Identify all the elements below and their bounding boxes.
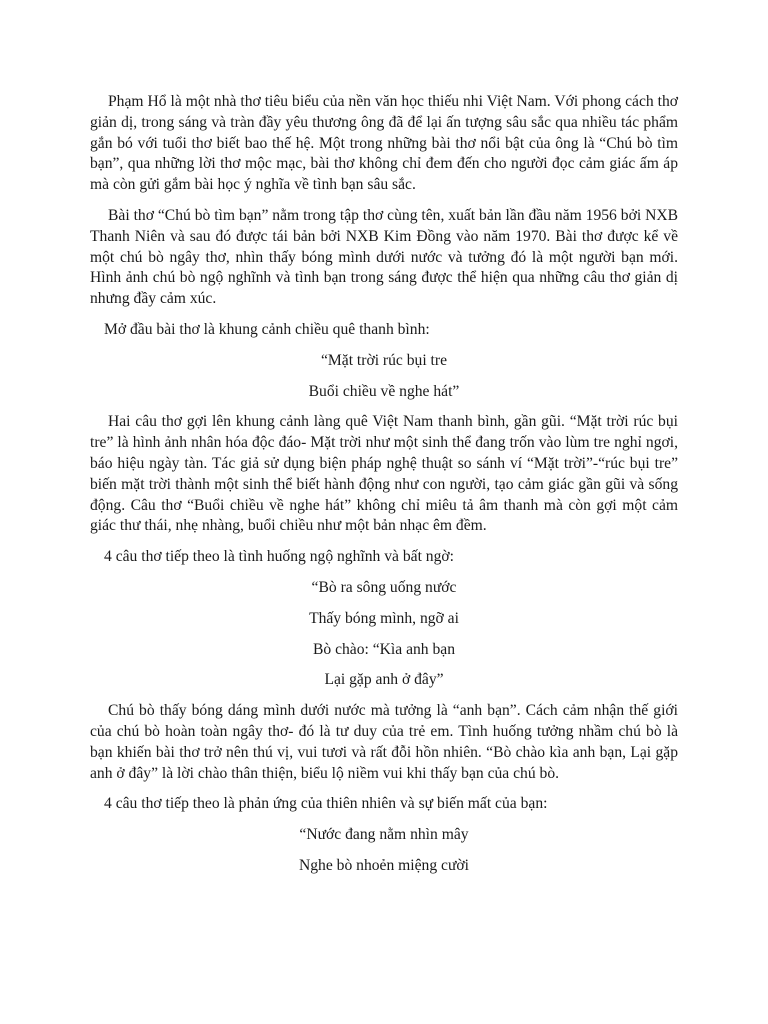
verse-line: “Nước đang nằm nhìn mây xyxy=(299,826,469,844)
paragraph-analysis-opening: Hai câu thơ gợi lên khung cảnh làng quê Việt Nam thanh bình, gần gũi. “Mặt trời rúc bụi tre” là hình ảnh nhân hóa độc đáo- Mặt trời như một sinh thể đang trốn vào lùm tre nghỉ ngơi, báo hiệu ngày tàn. Tác giả sử dụng biện pháp nghệ thuật so sánh ví “Mặt trời”-“rúc bụi tre” biến mặt trời thành một sinh thể biết hành động như con người, tạo cảm giác gần gũi và sống động. Câu thơ “Buổi chiều về nghe hát” không chỉ miêu tả âm thanh mà còn gợi một cảm giác thư thái, nhẹ nhàng, buổi chiều như một bản nhạc êm đềm. xyxy=(90,413,678,535)
verse-line: Buổi chiều về nghe hát” xyxy=(308,382,460,400)
paragraph-situation-lead: 4 câu thơ tiếp theo là tình huống ngộ nghĩnh và bất ngờ: xyxy=(104,548,454,566)
verse-line: “Bò ra sông uống nước xyxy=(311,578,457,596)
verse-line: Thấy bóng mình, ngỡ ai xyxy=(309,609,459,627)
paragraph-analysis-situation: Chú bò thấy bóng dáng mình dưới nước mà tưởng là “anh bạn”. Cách cảm nhận thế giới của chú bò hoàn toàn ngây thơ- đó là tư duy của trẻ em. Tình huống tưởng nhầm chú bò là bạn khiến bài thơ trở nên thú vị, vui tươi và rất đỗi hồn nhiên. “Bò chào kìa anh bạn, Lại gặp anh ở đây” là lời chào thân thiện, biểu lộ niềm vui khi thấy bạn của chú bò. xyxy=(90,702,678,782)
paragraph-opening-lead: Mở đầu bài thơ là khung cảnh chiều quê thanh bình: xyxy=(104,320,430,338)
paragraph-poem-background: Bài thơ “Chú bò tìm bạn” nằm trong tập thơ cùng tên, xuất bản lần đầu năm 1956 bởi NXB Thanh Niên và sau đó được tái bản bởi NXB Kim Đồng vào năm 1970. Bài thơ được kể về một chú bò ngây thơ, nhìn thấy bóng mình dưới nước và tưởng đó là một người bạn mới. Hình ảnh chú bò ngộ nghĩnh và tình bạn trong sáng được thể hiện qua những câu thơ giản dị nhưng đầy cảm xúc. xyxy=(90,206,678,308)
verse-line: Nghe bò nhoẻn miệng cười xyxy=(298,856,469,874)
verse-line: Bò chào: “Kìa anh bạn xyxy=(312,640,456,658)
verse-line: Lại gặp anh ở đây” xyxy=(324,671,444,689)
paragraph-intro-author: Phạm Hổ là một nhà thơ tiêu biểu của nền văn học thiếu nhi Việt Nam. Với phong cách thơ giản dị, trong sáng và tràn đầy yêu thương ông đã để lại ấn tượng sâu sắc qua nhiều tác phẩm gắn bó với tuổi thơ biết bao thế hệ. Một trong những bài thơ nổi bật của ông là “Chú bò tìm bạn”, qua những lời thơ mộc mạc, bài thơ không chỉ đem đến cho người đọc cảm giác ấm áp mà còn gửi gắm bài học ý nghĩa về tình bạn sâu sắc. xyxy=(90,93,678,194)
verse-line: “Mặt trời rúc bụi tre xyxy=(320,351,448,369)
document-body xyxy=(90,92,678,887)
paragraph-nature-lead: 4 câu thơ tiếp theo là phản ứng của thiên nhiên và sự biến mất của bạn: xyxy=(104,795,548,813)
